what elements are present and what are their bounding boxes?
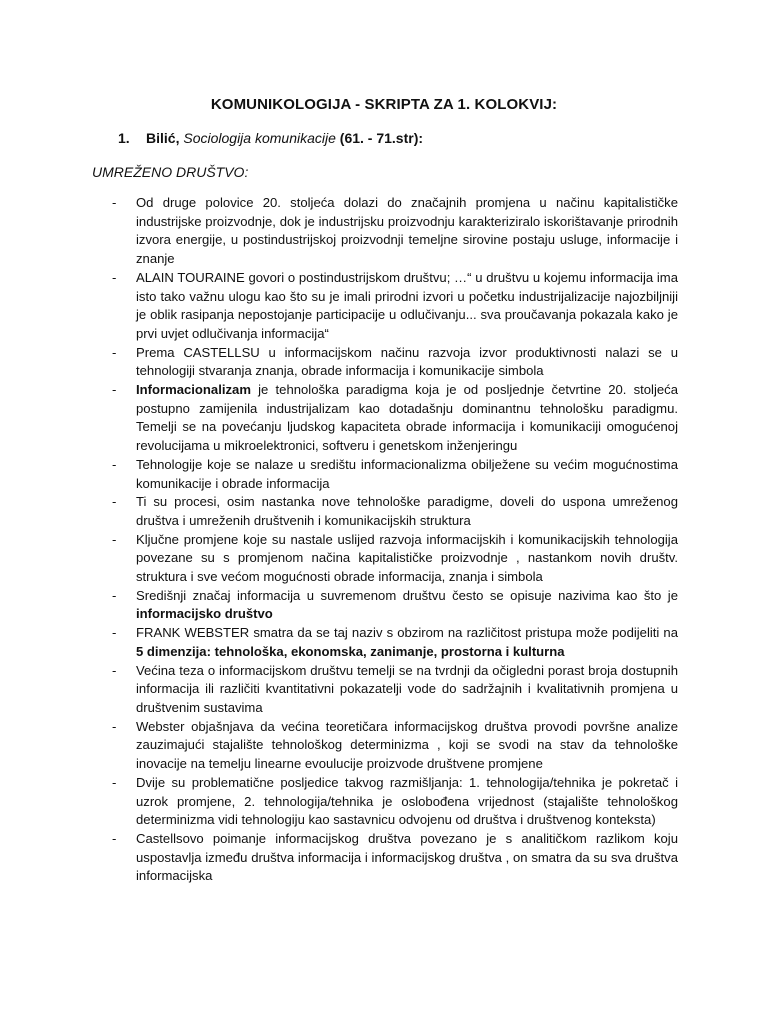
bullet-marker: -: [112, 269, 117, 285]
bullet-bold-text: 5 dimenzija: tehnološka, ekonomska, zanimanje, prostorna i kulturna: [136, 643, 565, 659]
bullet-item: [112, 718, 678, 774]
bullet-text: Webster objašnjava da većina teoretičara informacijskog društva provodi površne analize zauzimajući stajalište tehnološkog determinizma , koji se svodi na stav da tehnološke inovacije na temelju linearne evoulucije proizvode društvene promjene: [136, 718, 678, 772]
bullet-text: Dvije su problematične posljedice takvog razmišljanja: 1. tehnologija/tehnika je pokretač i uzrok promjene, 2. tehnologija/tehnika je oslobođena vrijednost (stajalište tehnološkog determinizma vidi tehnologiju kao sastavnicu odvojenu od društva i društvenog konteksta): [136, 774, 678, 828]
bullet-marker: -: [112, 531, 117, 547]
section-book-title: Sociologija komunikacije: [183, 130, 336, 146]
bullet-bold-text: Informacionalizam: [136, 382, 251, 398]
bullet-item: [112, 587, 678, 624]
bullet-text: Tehnologije koje se nalaze u središtu informacionalizma obilježene su većim mogućnostima komunikacije i obrade informacija: [136, 456, 678, 491]
section-author: Bilić,: [146, 130, 180, 146]
bullet-item: [112, 269, 678, 344]
bullet-marker: -: [112, 830, 117, 846]
section-heading: [118, 130, 423, 146]
bullet-item: [112, 830, 678, 886]
bullet-text: Ključne promjene koje su nastale uslijed razvoja informacijskih i komunikacijskih tehnologija povezane su s promjenom načina kapitalističke proizvodnje , nastankom novih društv. struktura i sve većom mogućnosti obrade informacija, znanja i simbola: [136, 531, 678, 585]
bullet-marker: -: [112, 344, 117, 360]
bullet-text-after: je tehnološka paradigma koja je od posljednje četvrtine 20. stoljeća postupno zamijenila industrijalizam kao dotadašnju dominantnu tehnološku paradigmu. Temelji se na povećanju ljudskog kapaciteta obrade informacija i komunikaciji omogućenoj revolucijama u mikroelektronici, softveru i genetskom inženjeringu: [136, 382, 678, 454]
bullet-marker: -: [112, 195, 117, 210]
bullet-marker: -: [112, 494, 117, 510]
bullet-bold-text: informacijsko društvo: [136, 606, 273, 622]
subheading: UMREŽENO DRUŠTVO:: [92, 164, 249, 180]
bullet-item: [112, 531, 678, 587]
bullet-item: [112, 344, 678, 381]
bullet-text: Većina teza o informacijskom društvu temelji se na tvrdnji da očigledni porast broja dostupnih informacija ili različiti kvantitativni pokazatelji vode do sadržajnih i kvalitativnih promjena u društvenim sustavima: [136, 662, 678, 715]
bullet-marker: -: [112, 774, 117, 790]
bullet-text: ALAIN TOURAINE govori o postindustrijskom društvu; …“ u društvu u kojemu informacija ima isto tako važnu ulogu kao što su je imali prirodni izvori u početku industrijalizacije najozbiljniji je oblik rasipanja nepostojanje participacije u odlučivanju... sva proučavanja pokazala kako je prvi uvjet odlučivanja informacija“: [136, 269, 678, 341]
bullet-text: Castellsovo poimanje informacijskog društva povezano je s analitičkom razlikom koju uspostavlja između društva informacija i informacijskog društva , on smatra da su sva društva informacijska: [136, 830, 678, 884]
bullet-marker: -: [112, 625, 117, 641]
bullet-item: [112, 624, 678, 661]
bullet-marker: -: [112, 587, 117, 603]
bullet-list: [112, 194, 678, 886]
bullet-item: [112, 493, 678, 530]
bullet-item: [112, 194, 678, 269]
bullet-text: Prema CASTELLSU u informacijskom načinu razvoja izvor produktivnosti nalazi se u tehnologiji stvaranja znanja, obrade informacija i komunikacije simbola: [136, 344, 678, 379]
bullet-text: Od druge polovice 20. stoljeća dolazi do značajnih promjena u načinu kapitalističke industrijske proizvodnje, dok je industrijsku proizvodnju karakteriziralo iskorištavanje prirodnih izvora energije, u postindustrijskoj proizvodnji temeljne sirovine postaju usluge, informacije i znanje: [136, 195, 678, 267]
document-title: KOMUNIKOLOGIJA - SKRIPTA ZA 1. KOLOKVIJ:: [210, 96, 558, 113]
bullet-marker: -: [112, 718, 117, 734]
bullet-text: FRANK WEBSTER smatra da se taj naziv s obzirom na različitost pristupa može podijeliti na: [136, 625, 678, 641]
bullet-item: [112, 456, 678, 493]
bullet-marker: -: [112, 662, 117, 678]
bullet-marker: -: [112, 456, 117, 472]
bullet-text: Ti su procesi, osim nastanka nove tehnološke paradigme, doveli do uspona umreženog društva i umreženih društvenih i komunikacijskih struktura: [136, 494, 678, 528]
bullet-item: [112, 662, 678, 718]
bullet-text: Središnji značaj informacija u suvremenom društvu često se opisuje nazivima kao što je: [136, 587, 678, 603]
bullet-marker: -: [112, 382, 117, 398]
bullet-item: [112, 774, 678, 830]
section-number: 1.: [118, 130, 130, 146]
bullet-item: [112, 381, 678, 456]
section-pages: (61. - 71.str):: [339, 130, 424, 146]
